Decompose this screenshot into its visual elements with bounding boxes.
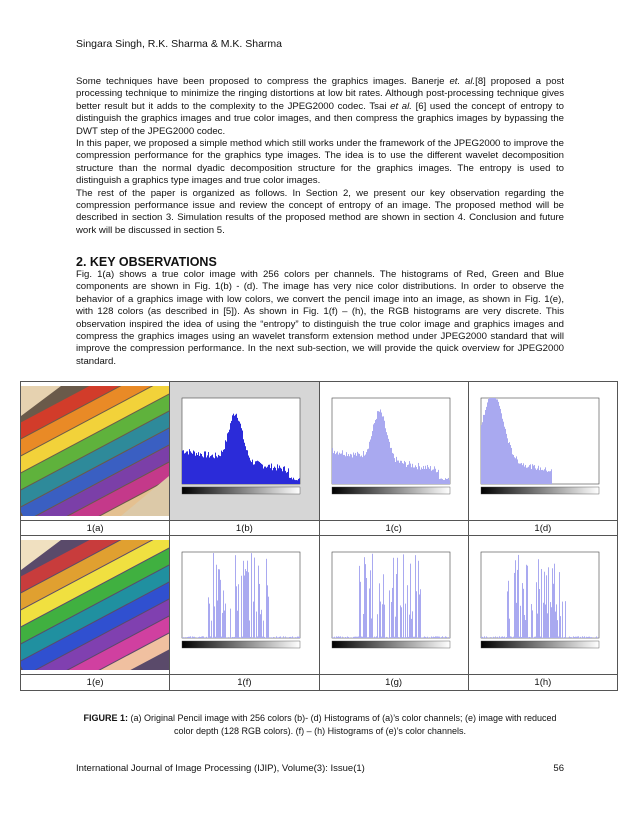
journal-name: International Journal of Image Processing (IJIP), Volume(3): Issue(1): [76, 763, 365, 774]
figure-label: 1(d): [468, 520, 617, 536]
figure-table: [20, 381, 618, 691]
intro-paragraph-3: The rest of the paper is organized as follows. In Section 2, we present our key observation regarding the compression performance issue and review the concept of entropy of an image. The proposed method will be described in section 3. Simulation results of the proposed method are shown in section 4. Conclusion and future work will be discussed in section 5.: [76, 187, 564, 236]
figure-cell-d: [468, 382, 617, 521]
intensity-colorbar: [182, 487, 300, 494]
page-footer: [76, 763, 564, 774]
intensity-colorbar: [481, 487, 599, 494]
running-header: Singara Singh, R.K. Sharma & M.K. Sharma: [76, 38, 283, 50]
histogram-blue-original: [469, 392, 609, 510]
intensity-colorbar: [332, 641, 450, 648]
intensity-colorbar: [332, 487, 450, 494]
figure-cell-g: [319, 536, 468, 675]
figure-label: 1(a): [21, 520, 170, 536]
histogram-red-original: [170, 392, 310, 510]
histogram-green-reduced: [320, 546, 460, 664]
figure-cell-c: [319, 382, 468, 521]
intensity-colorbar: [481, 641, 599, 648]
section-heading: 2. KEY OBSERVATIONS: [76, 255, 217, 269]
figure-cell-f: [170, 536, 319, 675]
page-number: 56: [553, 763, 564, 774]
figure-label: 1(f): [170, 675, 319, 691]
figure-cell-b: [170, 382, 319, 521]
histogram-red-reduced: [170, 546, 310, 664]
intro-paragraph-2: In this paper, we proposed a simple method which still works under the framework of the JPEG2000 to improve the compression performance for the graphics type images. The idea is to use the different wavelet decomposition structure than the normal dyadic decomposition structure for the graphics images. The entropy is used to distinguish a graphics type images and true color images.: [76, 138, 564, 187]
intro-paragraph-1: Some techniques have been proposed to compress the graphics images. Banerje et. al.[8] proposed a post processing technique to minimize the ringing distortions at low bit rates. Although post-processing technique gives better result but it adds to the complexity to the JPEG2000 codec. Tsai et al. [6] used the concept of entropy to distinguish the graphics images and true color images, and then compress the graphics images by bypassing the DWT step of the JPEG2000 codec.: [76, 76, 565, 137]
histogram-blue-reduced: [469, 546, 609, 664]
figure-label: 1(b): [170, 520, 319, 536]
figure-label: 1(c): [319, 520, 468, 536]
intro-text: [76, 76, 564, 237]
figure-label: 1(e): [21, 675, 170, 691]
pencil-image-original: [21, 386, 169, 516]
figure-label: 1(h): [468, 675, 617, 691]
figure-cell-e: [21, 536, 170, 675]
figure-label: 1(g): [319, 675, 468, 691]
figure-caption: FIGURE 1: (a) Original Pencil image with 256 colors (b)- (d) Histograms of (a)’s color channels; (e) image with reduced color depth (128 RGB colors). (f) – (h) Histograms of (e)’s color channels.: [83, 713, 557, 736]
pencil-image-reduced: [21, 540, 169, 670]
section-paragraph: Fig. 1(a) shows a true color image with 256 colors per channels. The histograms of Red, Green and Blue components are shown in Fig. 1(b) - (d). The image has very nice color distributions. In order to observe the behavior of a graphics image with low colors, we convert the pencil image into an image, as shown in Fig. 1(e), with 128 colors (as described in [5]). As shown in Fig. 1(f) – (h), the RGB histograms are very discrete. This observation inspired the idea of using the “entropy” to distinguish the true color image and graphics images and compress the graphics images using an wavelet transform extension method under JPEG2000 standard that will improve the compression performance. In the next sub-section, we will provide the quick overview for JPEG2000 standard.: [76, 269, 564, 367]
figure-cell-a: [21, 382, 170, 521]
figure-cell-h: [468, 536, 617, 675]
intensity-colorbar: [182, 641, 300, 648]
histogram-green-original: [320, 392, 460, 510]
